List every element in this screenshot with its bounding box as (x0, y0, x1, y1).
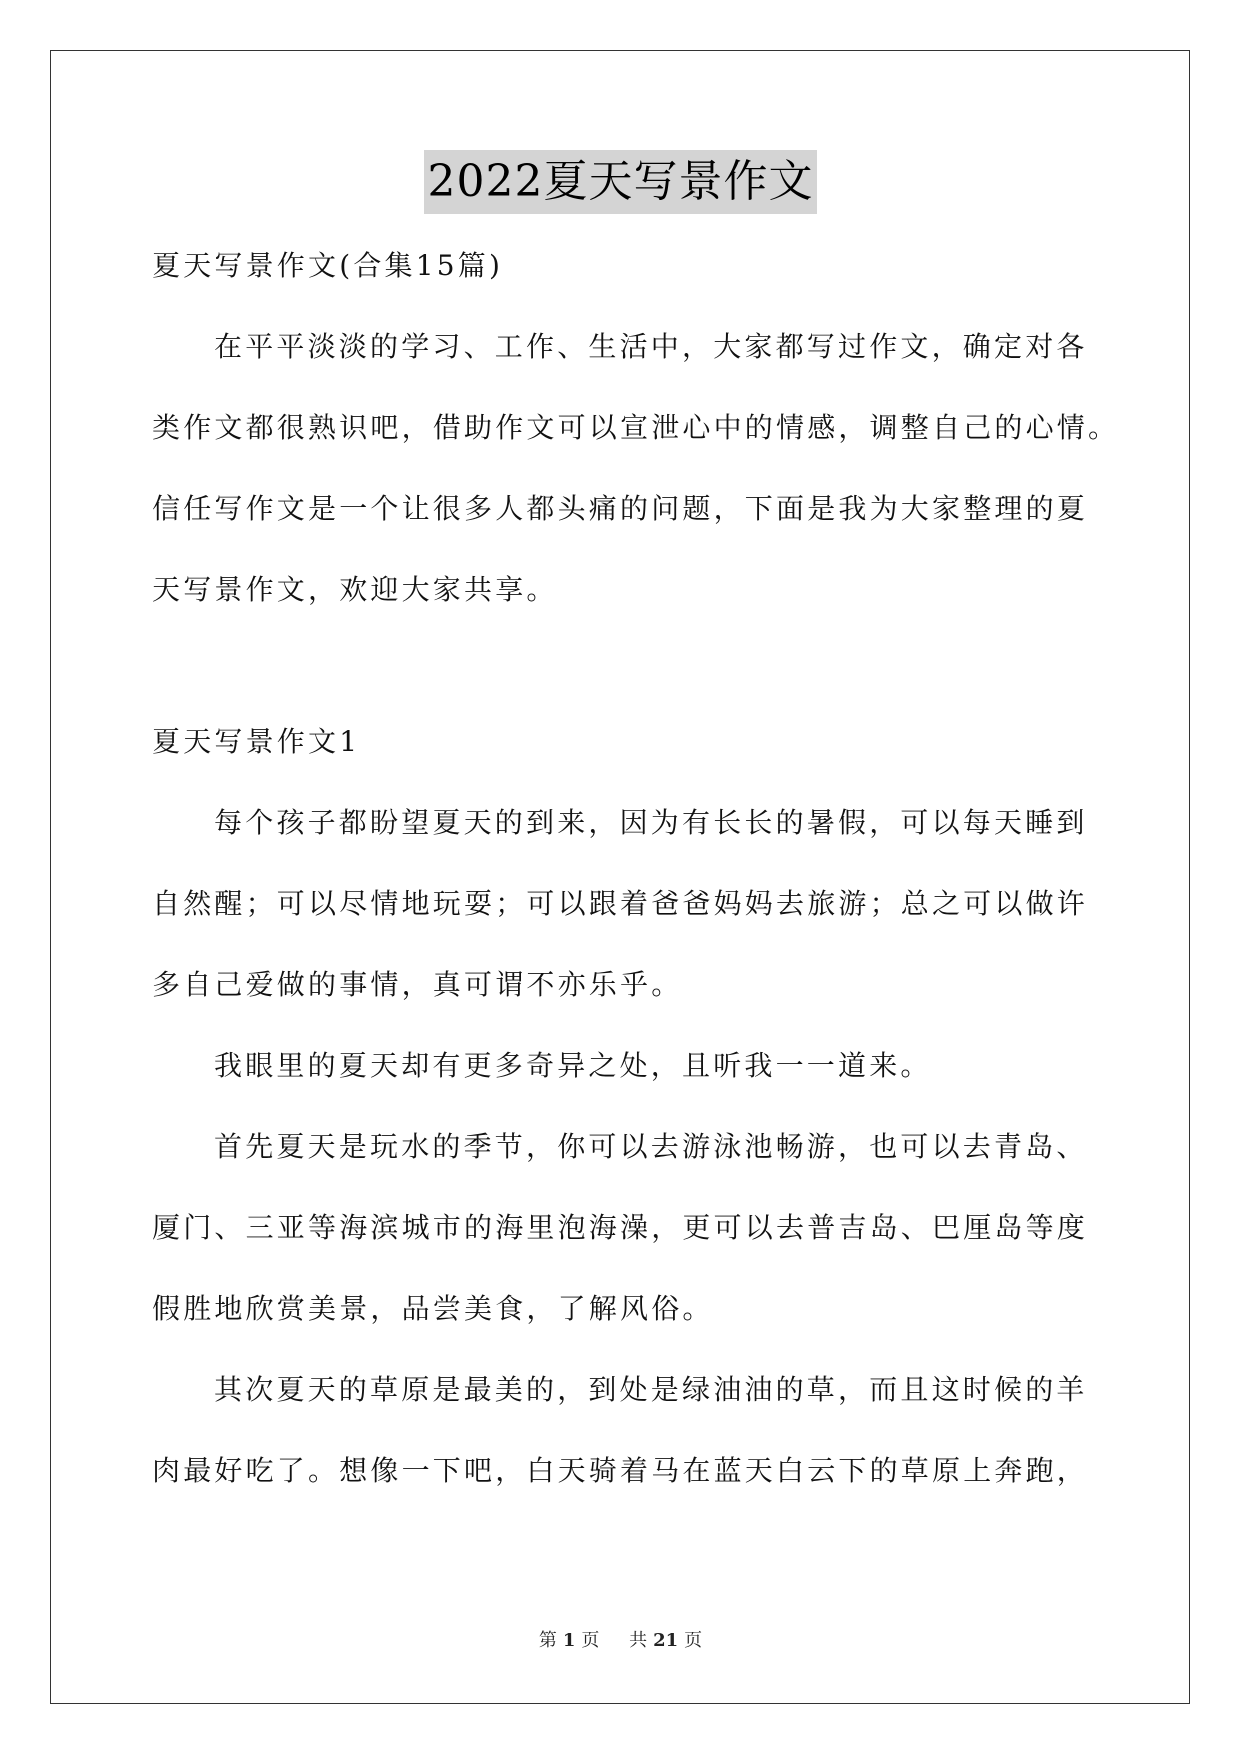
paragraph-line: 其次夏天的草原是最美的，到处是绿油油的草，而且这时候的羊 (214, 1373, 1088, 1406)
total-suffix: 页 (684, 1630, 703, 1651)
paragraph-line: 类作文都很熟识吧，借助作文可以宣泄心中的情感，调整自己的心情。 (152, 411, 1120, 444)
paragraph-gap (152, 630, 1097, 701)
paragraph-line: 信任写作文是一个让很多人都头痛的问题，下面是我为大家整理的夏 (152, 492, 1089, 525)
total-pages: 21 (653, 1630, 679, 1651)
paragraph-line: 自然醒；可以尽情地玩耍；可以跟着爸爸妈妈去旅游；总之可以做许 (152, 887, 1089, 920)
section-heading: 夏天写景作文1 (152, 725, 361, 758)
paragraph-line: 厦门、三亚等海滨城市的海里泡海澡，更可以去普吉岛、巴厘岛等度 (152, 1211, 1089, 1244)
page-suffix: 页 (581, 1630, 600, 1651)
document-body (152, 225, 1120, 1511)
page-prefix: 第 (538, 1630, 557, 1651)
paragraph-line: 在平平淡淡的学习、工作、生活中，大家都写过作文，确定对各 (214, 330, 1088, 363)
page-footer (0, 1626, 1241, 1652)
page-indicator (533, 1630, 606, 1651)
paragraph-line: 我眼里的夏天却有更多奇异之处，且听我一一道来。 (214, 1049, 932, 1082)
total-prefix: 共 (629, 1630, 648, 1651)
paragraph-line: 每个孩子都盼望夏天的到来，因为有长长的暑假，可以每天睡到 (214, 806, 1088, 839)
total-indicator (623, 1630, 708, 1651)
paragraph-line: 天写景作文，欢迎大家共享。 (152, 573, 558, 606)
title-container (0, 150, 1241, 214)
paragraph-line: 多自己爱做的事情，真可谓不亦乐乎。 (152, 968, 683, 1001)
paragraph-line: 肉最好吃了。想像一下吧，白天骑着马在蓝天白云下的草原上奔跑， (152, 1454, 1089, 1487)
paragraph-line: 首先夏天是玩水的季节，你可以去游泳池畅游，也可以去青岛、 (214, 1130, 1088, 1163)
subtitle-line: 夏天写景作文(合集15篇) (152, 249, 504, 282)
paragraph-line: 假胜地欣赏美景，品尝美食，了解风俗。 (152, 1292, 714, 1325)
page-number: 1 (562, 1630, 576, 1651)
document-title: 2022夏天写景作文 (424, 150, 818, 214)
